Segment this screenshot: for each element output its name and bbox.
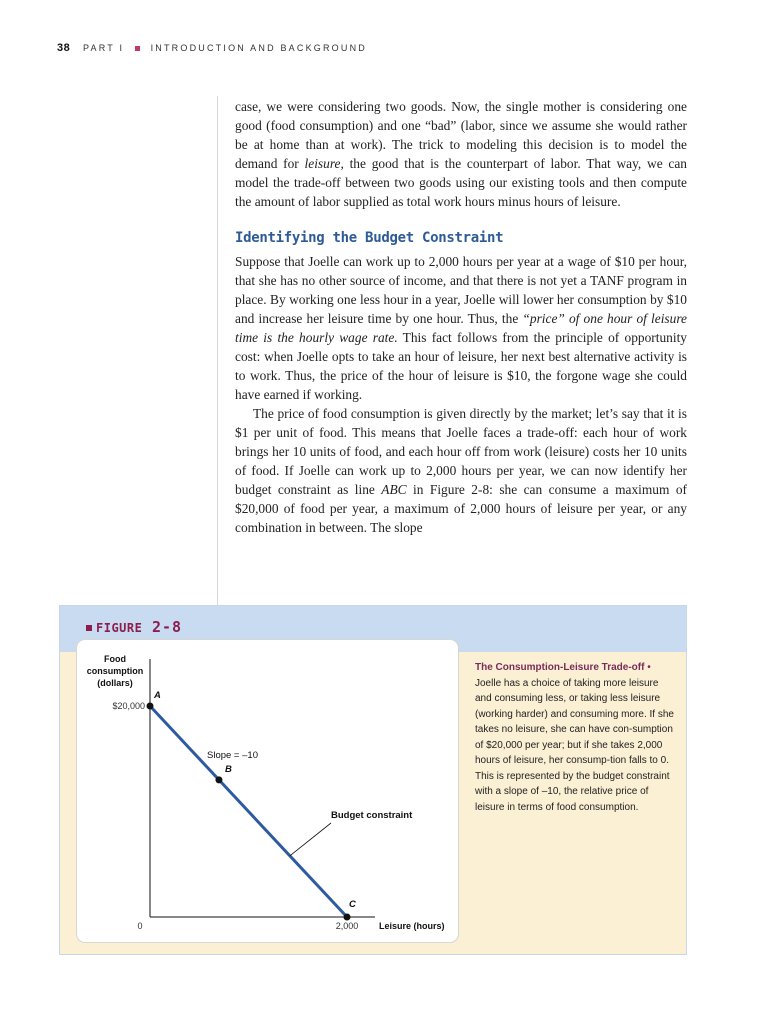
caption-title: The Consumption-Leisure Trade-off <box>475 662 645 673</box>
column-divider <box>217 96 218 606</box>
y-tick-label: $20,000 <box>112 701 145 711</box>
section-heading: Identifying the Budget Constraint <box>235 230 504 246</box>
point-a-label: A <box>154 690 161 701</box>
y-axis-label-line-3: (dollars) <box>97 678 133 688</box>
point-c <box>344 914 351 921</box>
budget-constraint-chart <box>77 640 460 944</box>
paragraph-2: Suppose that Joelle can work up to 2,000 hours per year at a wage of $10 per hour, that she has no other source of income, and that there is not yet a TANF program in place. By working one less hour in a year, Joelle will lower her consumption by $10 and increase her leisure time by one hour. Thus, the “price” of one hour of leisure time is the hourly wage rate. This fact follows from the principle of opportunity cost: when Joelle opts to take an hour of leisure, her next best alternative activity is to work. Thus, the price of the hour of leisure is $10, the forgone wage she could have earned if working. <box>235 254 687 402</box>
budget-constraint-leader-line <box>290 823 331 856</box>
caption-text: Joelle has a choice of taking more leisure and consuming less, or taking less leisure (working harder) and consuming more. If she takes no leisure, she can have con-sumption of $20,000 per year; but if she takes 2,000 hours of leisure, her consump-tion falls to 0. This is represented by the budget constraint with a slope of –10, the relative price of leisure in terms of food consumption. <box>475 677 674 813</box>
budget-constraint-line <box>150 706 347 917</box>
square-bullet-icon <box>86 625 92 631</box>
section-title: INTRODUCTION AND BACKGROUND <box>150 43 367 53</box>
figure-label-number: 2-8 <box>152 618 183 636</box>
part-label: PART I <box>82 43 125 53</box>
point-b <box>215 776 222 783</box>
x-tick-label: 2,000 <box>335 921 359 931</box>
figure-label <box>86 617 182 636</box>
x-axis-label: Leisure (hours) <box>379 921 445 931</box>
graph-panel <box>76 639 459 943</box>
caption-bullet-icon: • <box>647 662 651 673</box>
body-text <box>235 97 687 537</box>
y-axis-label-line-1: Food <box>104 654 126 664</box>
point-c-label: C <box>349 899 356 910</box>
paragraph-3: The price of food consumption is given directly by the market; let’s say that it is $1 per unit of food. This means that Joelle faces a trade-off: each hour of work brings her 10 units of food, and each hour off from work (leisure) costs her 10 units of food. If Joelle can work up to 2,000 hours per year, we can now identify her budget constraint as line ABC in Figure 2-8: she can consume a maximum of $20,000 of food per year, a maximum of 2,000 hours of leisure per year, or any combination in between. The slope <box>235 406 687 535</box>
budget-constraint-label: Budget constraint <box>331 810 413 821</box>
figure-box <box>59 605 687 955</box>
point-a <box>147 703 154 710</box>
y-axis-label-line-2: consumption <box>86 666 144 676</box>
figure-caption <box>475 660 675 815</box>
paragraph-1: case, we were considering two goods. Now, the single mother is considering one good (food consumption) and one “bad” (labor, since we assume she would rather be at home than at work). The trick to modeling this decision is to model the demand for leisure, the good that is the counterpart of labor. That way, we can model the trade-off between two goods using our existing tools and then compute the amount of labor supplied as total work hours minus hours of leisure. <box>235 99 687 209</box>
figure-label-word: FIGURE <box>96 621 143 635</box>
slope-annotation: Slope = –10 <box>207 750 258 761</box>
page-number: 38 <box>57 42 71 54</box>
origin-label: 0 <box>137 921 143 931</box>
point-b-label: B <box>224 763 232 775</box>
square-bullet-icon <box>135 46 140 51</box>
running-head <box>57 42 367 54</box>
